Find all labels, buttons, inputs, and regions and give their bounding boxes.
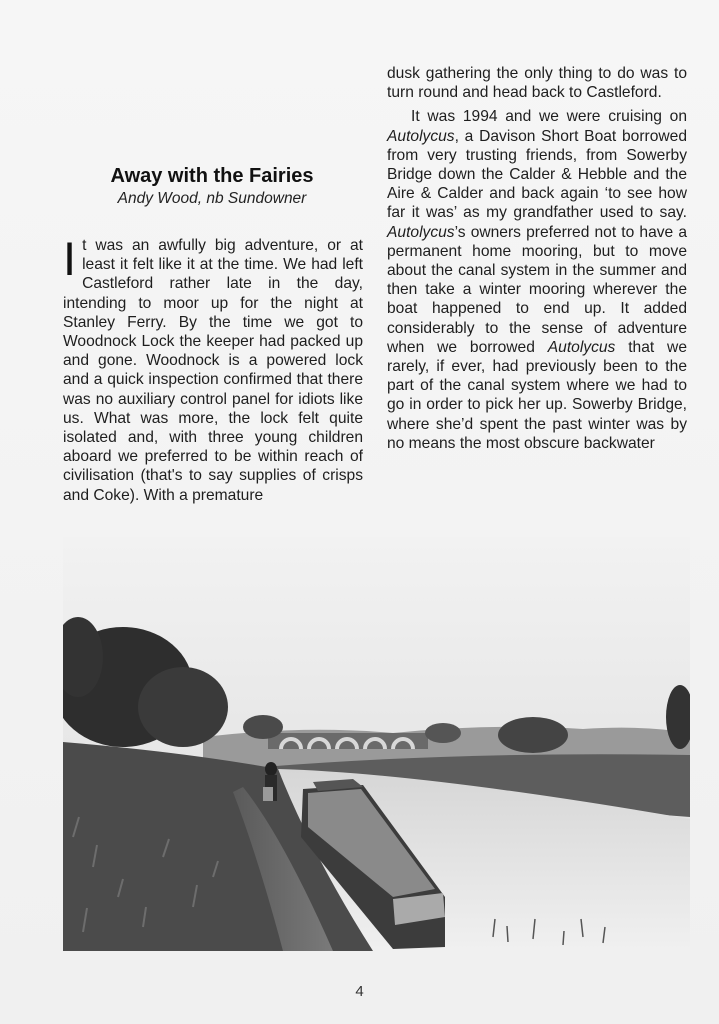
people-on-towpath	[263, 762, 277, 801]
boat-name: Autolycus	[387, 127, 455, 145]
right-paragraph-2-text-4: that we rarely, if ever, had previously been to the part of the canal system where we had to go in order to pick her up. Sowerby Bridge, where she’d spent the past winter was by no means the most obscure backwater	[387, 338, 687, 452]
drop-cap: I	[63, 232, 77, 285]
article-byline: Andy Wood, nb Sundowner	[117, 190, 307, 207]
page-number: 4	[355, 983, 364, 1000]
left-paragraph-text: t was an awfully big adventure, or at least it felt like it at the time. We had left Castleford rather late in the day, intending to moor up for the night at Stanley Ferry. By the time we got to Woodnock Lock the keeper had packed up and gone. Woodnock is a powered lock and a quick inspection confirmed that there was no auxiliary control panel for idiots like us. What was more, the lock felt quite isolated and, with three young children aboard we preferred to be within reach of civilisation (that's to say supplies of crisps and Coke). With a premature	[63, 237, 363, 504]
canal-boat-photo	[63, 537, 690, 951]
right-paragraph-2-text-3: ’s owners preferred not to have a permanent home mooring, but to move about the canal system in the summer and then take a winter mooring wherever the boat happened to end up. It added considerably to the sense of adventure when we borrowed	[387, 223, 687, 356]
boat-name: Autolycus	[547, 338, 616, 356]
right-paragraph-1: dusk gathering the only thing to do was to turn round and head back to Castleford.	[387, 65, 687, 102]
right-paragraph-2-text-1: It was 1994 and we were cruising on	[411, 108, 687, 126]
viaduct	[268, 733, 428, 749]
article-title: Away with the Fairies	[110, 165, 314, 187]
right-paragraph-2	[387, 107, 687, 453]
canal-photo-illustration	[63, 537, 690, 951]
left-column	[63, 232, 363, 505]
boat-name: Autolycus	[387, 223, 455, 241]
right-column	[387, 64, 687, 453]
right-paragraph-2-text-2: , a Davison Short Boat borrowed from very trusting friends, from Sowerby Bridge down the Calder & Hebble and the Aire & Calder and back again ‘to see how far it was’ as my grandfather used to say.	[387, 127, 687, 222]
left-paragraph	[63, 232, 363, 505]
